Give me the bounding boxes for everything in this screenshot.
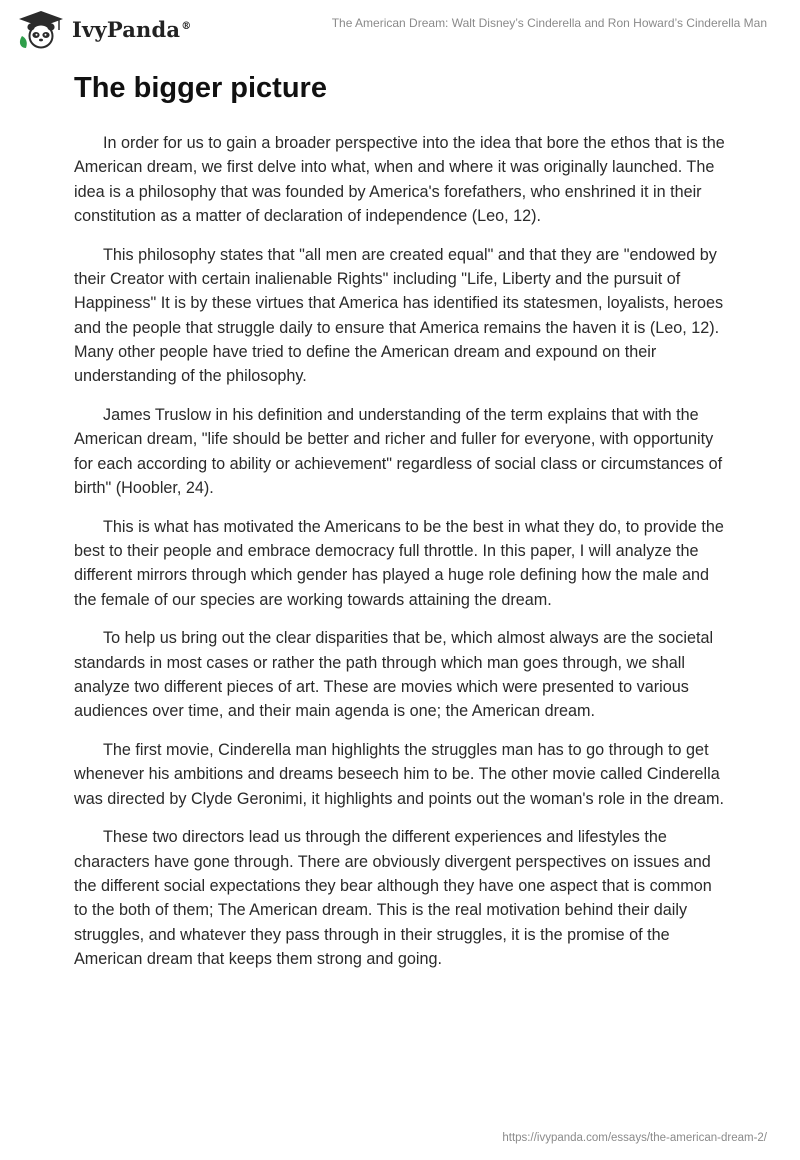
logo-wordmark: IvyPanda®	[72, 16, 192, 42]
ivypanda-logo[interactable]	[16, 8, 191, 50]
paragraph: The first movie, Cinderella man highlights the struggles man has to go through to get whenever his ambitions and dreams beseech him to be. The other movie called Cinderella was directed by Clyde Geronimi, it highlights and points out the woman's role in the dream.	[74, 741, 725, 808]
paragraph: This philosophy states that "all men are created equal" and that they are "endowed by their Creator with certain inalienable Rights" including "Life, Liberty and the pursuit of Happiness" It is by these virtues that America has identified its statesmen, loyalists, heroes and the people that struggle daily to ensure that America remains the haven it is (Leo, 12). Many other people have tried to define the American dream and expound on their understanding of the philosophy.	[74, 245, 724, 386]
paragraph: James Truslow in his definition and understanding of the term explains that with the American dream, "life should be better and richer and fuller for everyone, with opportunity for each according to ability or achievement" regardless of social class or circumstances of birth" (Hoobler, 24).	[74, 405, 723, 497]
essay-body	[74, 131, 726, 986]
panda-graduate-icon	[16, 8, 66, 50]
footer-url[interactable]: https://ivypanda.com/essays/the-american-dream-2/	[502, 1132, 767, 1144]
page-header	[0, 0, 800, 60]
paragraph: These two directors lead us through the different experiences and lifestyles the characters have gone through. There are obviously divergent perspectives on issues and the different social expectations they bear although they have one aspect that is common to the both of them; The American dream. This is the real motivation behind their daily struggles, and whatever they pass through in their struggles, it is the promise of the American dream that keeps them strong and going.	[74, 828, 712, 968]
paragraph: In order for us to gain a broader perspective into the idea that bore the ethos that is the American dream, we first delve into what, when and where it was originally launched. The idea is a philosophy that was founded by America's forefathers, who enshrined it in their constitution as a matter of declaration of independence (Leo, 12).	[74, 134, 725, 225]
document-title: The American Dream: Walt Disney’s Cinderella and Ron Howard’s Cinderella Man	[331, 16, 767, 30]
section-heading: The bigger picture	[74, 72, 327, 104]
paragraph: This is what has motivated the Americans to be the best in what they do, to provide the best to their people and embrace democracy full throttle. In this paper, I will analyze the different mirrors through which gender has played a huge role defining how the male and the female of our species are working towards attaining the dream.	[74, 517, 724, 609]
paragraph: To help us bring out the clear disparities that be, which almost always are the societal standards in most cases or rather the path through which man goes through, we shall analyze two different pieces of art. These are movies which were presented to various audiences over time, and their main agenda is one; the American dream.	[74, 629, 714, 721]
